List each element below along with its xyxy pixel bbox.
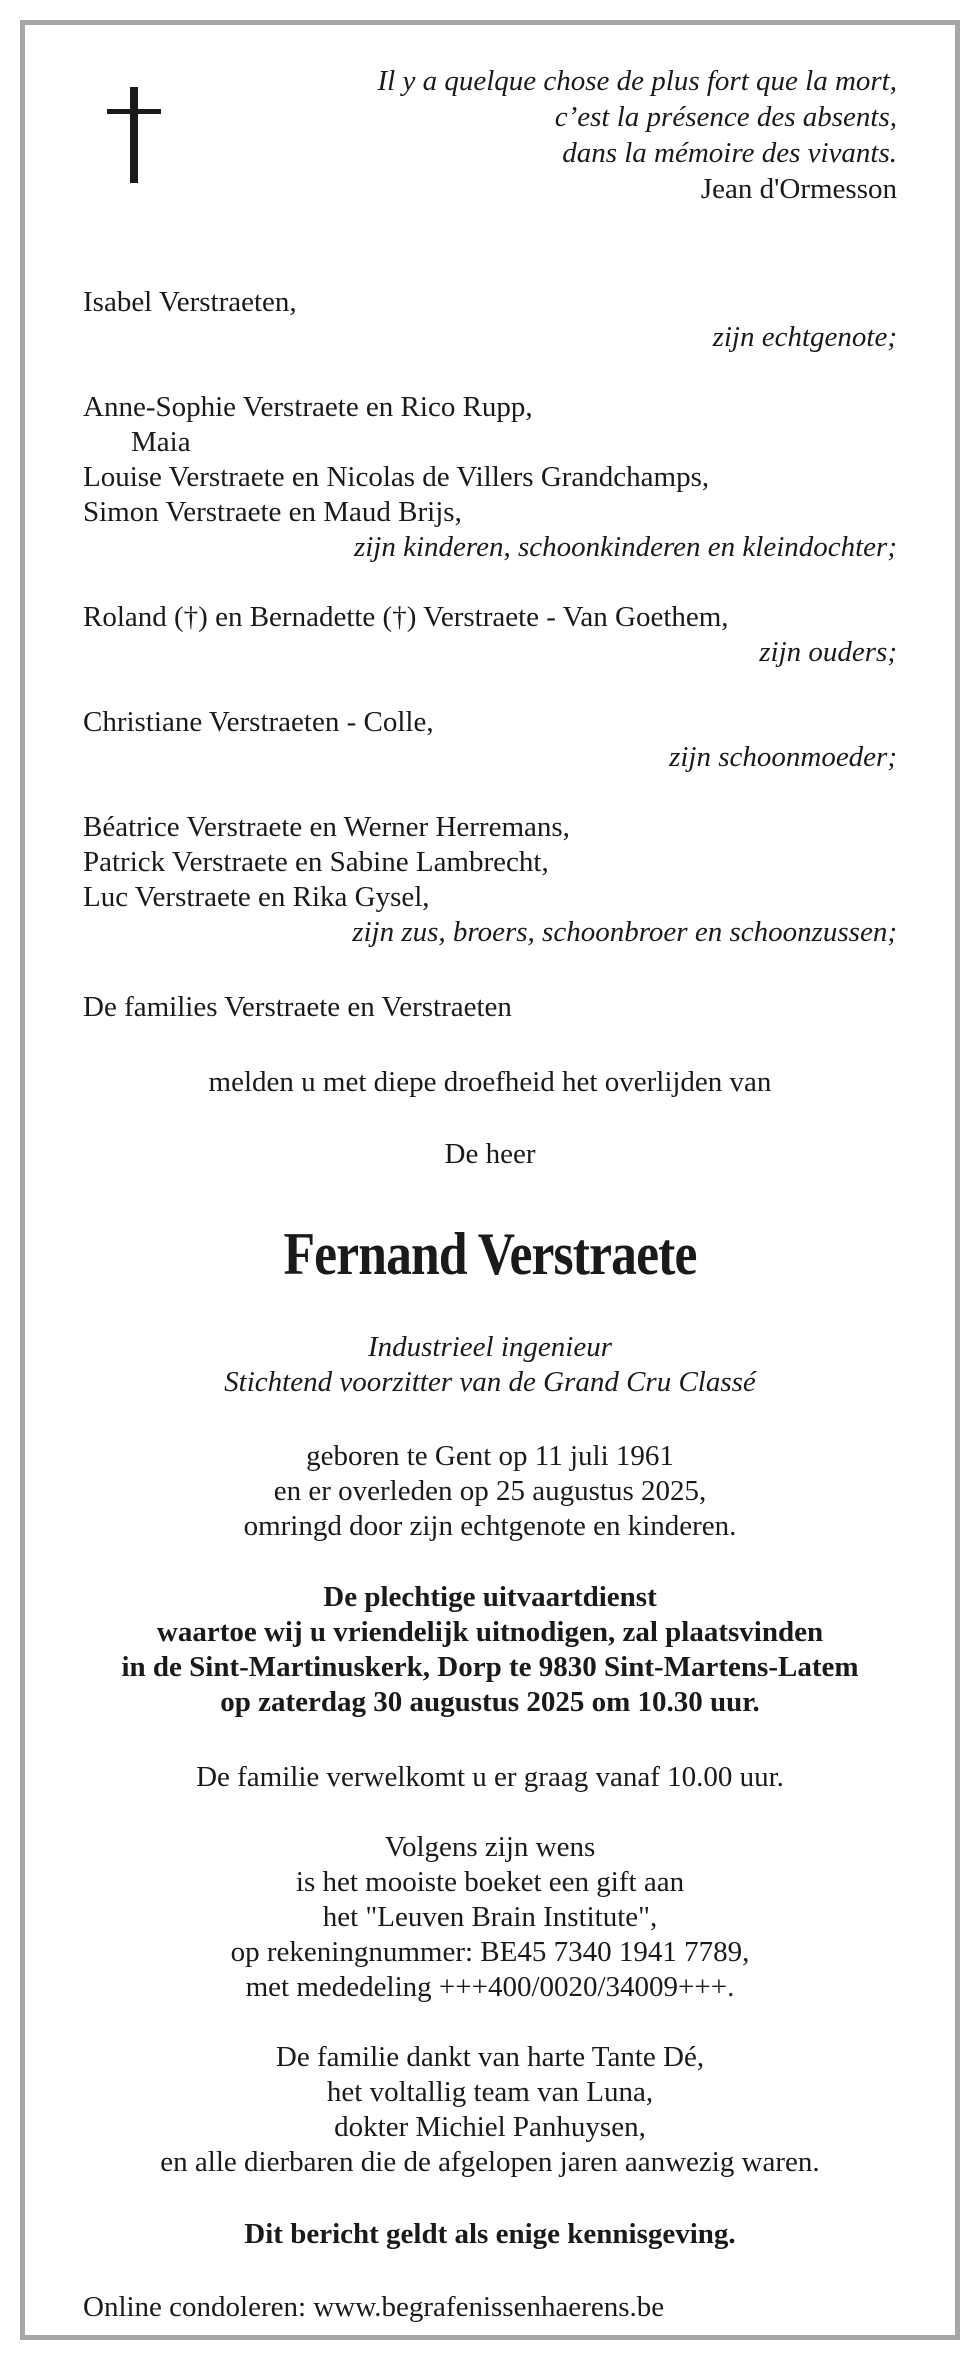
obituary-frame	[20, 20, 960, 2340]
welcome-text: De familie verwelkomt u er graag vanaf 10.00 uur.	[196, 1761, 784, 1793]
family-name: Roland (†) en Bernadette (†) Verstraete - Van Goethem,	[83, 601, 729, 633]
families-text: De families Verstraete en Verstraeten	[83, 991, 512, 1023]
life-block	[83, 1439, 897, 1544]
family-name: Patrick Verstraete en Sabine Lambrecht,	[83, 846, 549, 878]
thanks-line: het voltallig team van Luna,	[326, 2076, 654, 2108]
relation-label: zijn kinderen, schoonkinderen en kleindochter;	[353, 531, 897, 563]
quote-author: Jean d'Ormesson	[700, 173, 897, 205]
announcement-text: melden u met diepe droefheid het overlijden van	[208, 1066, 772, 1098]
relation-label: zijn schoonmoeder;	[669, 741, 897, 773]
quote-line: dans la mémoire des vivants.	[562, 137, 897, 169]
deceased-name: Fernand Verstraete	[283, 1221, 697, 1287]
condolences-line	[83, 2290, 897, 2325]
role-line: Stichtend voorzitter van de Grand Cru Classé	[224, 1366, 756, 1398]
families-line	[83, 990, 897, 1025]
notice-line	[83, 2217, 897, 2252]
service-line: waartoe wij u vriendelijk uitnodigen, zal plaatsvinden	[156, 1616, 824, 1648]
family-name: Luc Verstraete en Rika Gysel,	[83, 881, 430, 913]
wish-line: Volgens zijn wens	[384, 1831, 596, 1863]
service-line: op zaterdag 30 augustus 2025 om 10.30 uur.	[220, 1686, 760, 1718]
family-name: Christiane Verstraeten - Colle,	[83, 706, 434, 738]
spouse-block	[83, 285, 897, 355]
notice-text: Dit bericht geldt als enige kennisgeving.	[244, 2218, 736, 2250]
thanks-block	[83, 2040, 897, 2180]
condolences-text: Online condoleren: www.begrafenissenhaerens.be	[83, 2291, 665, 2323]
role-line: Industrieel ingenieur	[367, 1331, 613, 1363]
life-line: geboren te Gent op 11 juli 1961	[306, 1440, 674, 1472]
family-name: Béatrice Verstraete en Werner Herremans,	[83, 811, 570, 843]
title-text: De heer	[444, 1138, 536, 1170]
obituary-content	[83, 25, 897, 2335]
service-line: De plechtige uitvaartdienst	[323, 1581, 657, 1613]
wish-line: is het mooiste boeket een gift aan	[295, 1866, 685, 1898]
family-name: Anne-Sophie Verstraete en Rico Rupp,	[83, 391, 533, 423]
children-block	[83, 390, 897, 565]
thanks-line: dokter Michiel Panhuysen,	[334, 2111, 646, 2143]
wish-line: het "Leuven Brain Institute",	[322, 1901, 658, 1933]
wish-line: met mededeling +++400/0020/34009+++.	[245, 1971, 735, 2003]
family-name: Louise Verstraete en Nicolas de Villers Grandchamps,	[83, 461, 710, 493]
wish-line: op rekeningnummer: BE45 7340 1941 7789,	[230, 1936, 750, 1968]
relation-label: zijn ouders;	[759, 636, 897, 668]
parents-block	[83, 600, 897, 670]
quote-line: Il y a quelque chose de plus fort que la mort,	[377, 65, 897, 97]
service-line: in de Sint-Martinuskerk, Dorp te 9830 Sint-Martens-Latem	[121, 1651, 859, 1683]
thanks-line: De familie dankt van harte Tante Dé,	[275, 2041, 705, 2073]
quote-line: c’est la présence des absents,	[554, 101, 897, 133]
family-name: Maia	[131, 426, 191, 458]
title-line	[83, 1137, 897, 1172]
relation-label: zijn echtgenote;	[712, 321, 897, 353]
family-name: Simon Verstraete en Maud Brijs,	[83, 496, 462, 528]
roles-block	[83, 1330, 897, 1400]
thanks-line: en alle dierbaren die de afgelopen jaren aanwezig waren.	[160, 2146, 820, 2178]
life-line: en er overleden op 25 augustus 2025,	[273, 1475, 707, 1507]
announcement	[83, 1065, 897, 1100]
mother-in-law-block	[83, 705, 897, 775]
wish-block	[83, 1830, 897, 2005]
siblings-block	[83, 810, 897, 950]
quote-block	[378, 63, 898, 207]
family-name: Isabel Verstraeten,	[83, 286, 297, 318]
life-line: omringd door zijn echtgenote en kinderen.	[243, 1510, 737, 1542]
service-block	[83, 1580, 897, 1720]
welcome-line	[83, 1760, 897, 1795]
relation-label: zijn zus, broers, schoonbroer en schoonzussen;	[352, 916, 897, 948]
